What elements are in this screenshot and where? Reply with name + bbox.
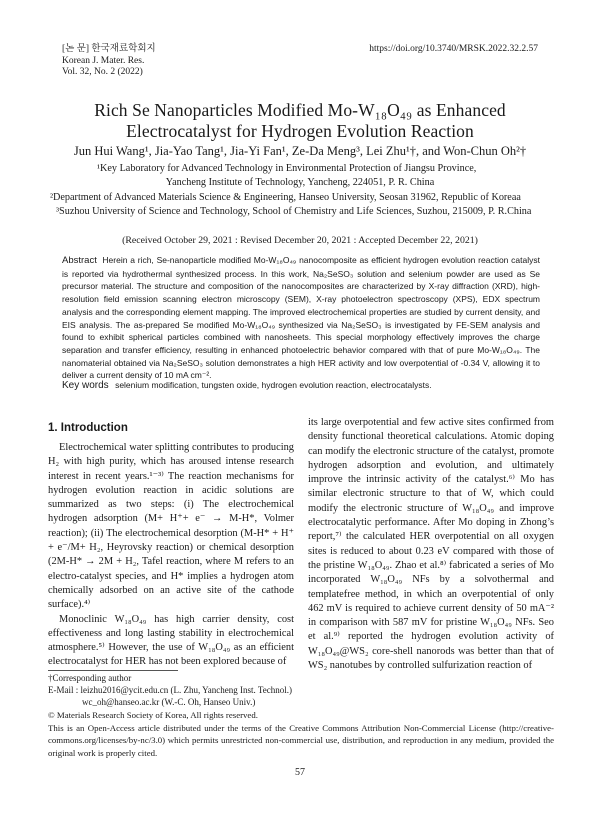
paper-title-line1: Rich Se Nanoparticles Modified Mo-W₁₈O₄₉ as Enhanced [94,100,506,120]
intro-paragraph-1: Electrochemical water splitting contributes to producing H₂ with high purity, which has aroused intense research interest in recent years.¹⁻³⁾ The reaction mechanisms for hydrogen evolution reaction in acidic solutions are summarized as two steps: (i) The electrochemical hydrogen adsorption (M+ H⁺+ e⁻ → M-H*, Volmer reaction); (ii) The electrochemical desorption (M-H* + H⁺ + e⁻/M+ H₂, Heyrovsky reaction) or chemical desorption (2M-H* → 2M + H₂, Tafel reaction, where M refers to an electro-catalyst species, and H* implies a hydrogen atom chemically adsorbed on an active site of the cathode surface).⁴⁾ [48,442,294,611]
email-line-1: E-Mail : leizhu2016@ycit.edu.cn (L. Zhu, Yancheng Inst. Technol.) [48,685,292,696]
left-column [48,441,294,670]
intro-paragraph-continued: its large overpotential and few active sites confirmed from density functional theoretical calculations. Atomic doping can modify the electronic structure of the catalyst, promote hydrogen adsorption and evolution, and ultimately improve the intrinsic activity of the catalyst.⁶⁾ Mo has similar electronic structure to that of W, which could modify the electronic structure of W₁₈O₄₉ and improve electrocatalytic performance. After Mo doping in Zhong’s report,⁷⁾ the calculated HER overpotential on all oxygen sites is reduced to about 0.23 eV compared with those of the pristine W₁₈O₄₉. Zhao et al.⁸⁾ fabricated a series of Mo incorporated W₁₈O₄₉ NFs by a solvothermal and templatefree method, in which an overpotential of only 462 mV is required to achieve current density of 50 mA⁻² in comparison with 587 mV for pristine W₁₈O₄₉ NFs. Seo et al.⁹⁾ reported the hydrogen evolution activity of W₁₈O₄₉@WS₂ core-shell nanorods was better than that of WS₂ nanotubes by controlled sulfurization reaction of [308,417,554,672]
keywords-block [62,380,540,391]
journal-name-english: Korean J. Mater. Res. [62,55,145,66]
doi-link[interactable]: https://doi.org/10.3740/MRSK.2022.32.2.57 [369,44,538,54]
affiliation-2: ²Department of Advanced Materials Science & Engineering, Hanseo University, Seosan 31962, Republic of Koreaa [50,192,521,203]
license-block [48,709,554,759]
section-heading-introduction: 1. Introduction [48,422,128,434]
affiliation-3: ³Suzhou University of Science and Technology, School of Chemistry and Life Sciences, Suzhou, 215009, P. R.China [56,206,532,217]
received-dates: (Received October 29, 2021 : Revised December 20, 2021 : Accepted December 22, 2021) [122,235,478,246]
right-column [308,416,554,673]
license-text: This is an Open-Access article distributed under the terms of the Creative Commons Attribution Non-Commercial License (http://creative-commons.org/licenses/by-nc/3.0) which permits unrestricted non-commercial use, distribution, and reproduction in any medium, provided the original work is properly cited. [48,722,554,758]
abstract-block [62,254,540,382]
copyright-notice: © Materials Research Society of Korea, All rights reserved. [48,710,258,720]
page-number: 57 [295,767,305,778]
abstract-label: Abstract [62,255,97,266]
footnote-divider [48,670,178,671]
affiliation-1-line2: Yancheng Institute of Technology, Yancheng, 224051, P. R. China [165,177,435,188]
journal-header [62,44,156,79]
journal-name-korean: [논 문] 한국재료학회지 [62,44,156,54]
email-line-2: wc_oh@hanseo.ac.kr (W.-C. Oh, Hanseo Univ.) [82,697,256,708]
paper-title-line2: Electrocatalyst for Hydrogen Evolution Reaction [126,121,474,141]
author-list: Jun Hui Wang¹, Jia-Yao Tang¹, Jia-Yi Fan¹, Ze-Da Meng³, Lei Zhu¹†, and Won-Chun Oh²† [73,144,527,158]
intro-paragraph-2: Monoclinic W₁₈O₄₉ has high carrier density, cost effectiveness and long lasting stability in electrochemical atmosphere.⁵⁾ However, the use of W₁₈O₄₉ as an efficient electrocatalyst for HER has not been explored because of [48,613,294,668]
keywords-label: Key words [62,380,109,391]
corresponding-author-note: †Corresponding author [48,673,132,683]
keywords-text: selenium modification, tungsten oxide, hydrogen evolution reaction, electrocatalysts. [115,380,432,390]
footnote [48,672,292,709]
affiliation-1-line1: ¹Key Laboratory for Advanced Technology in Environmental Protection of Jiangsu Province, [97,163,477,174]
journal-volume: Vol. 32, No. 2 (2022) [62,67,143,77]
abstract-text: Herein a rich, Se-nanoparticle modified Mo-W₁₈O₄₉ nanocomposite as efficient hydrogen evolution reaction catalyst is reported via hydrothermal synthesized process. In this work, Na₂SeSO₃ solution and selenium powder are used as Se precursor material. The structure and composition of the nanocomposites are characterized by X-ray diffraction (XRD), high-resolution field emission scanning electron microscopy (SEM), X-ray photoelectron spectroscopy (XPS), EDX spectrum analysis and the corresponding element mapping. The improved electrochemical properties are studied by current density, and EIS analysis. The as-prepared Se modified Mo-W₁₈O₄₉ synthesized via Na₂SeSO₃ is investigated by FE-SEM analysis and found to exhibit spherical particles combined with nanosheets. This special morphology effectively improves the charge separation and transfer efficiency, resulting in enhanced photoelectric behavior compared with that of pure Mo-W₁₈O₄₉. The nanomaterial obtained via Na₂SeSO₃ solution demonstrates a high HER activity and low overpotential of -0.34 V, allowing it to deliver a current density of 10 mA cm⁻². [62,255,541,381]
